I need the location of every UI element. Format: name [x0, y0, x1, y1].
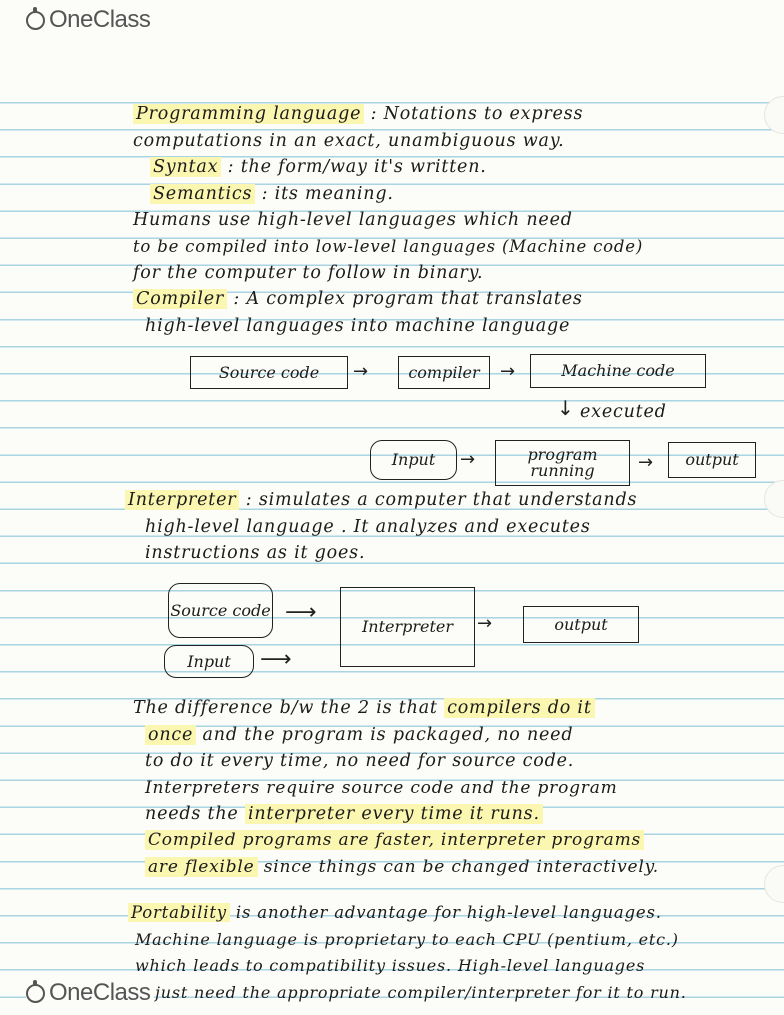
note-line: just need the appropriate compiler/interpreter for it to run. — [155, 983, 687, 1002]
highlight: Compiler — [133, 289, 227, 309]
logo-text: OneClass — [49, 979, 151, 1006]
logo-text: OneClass — [49, 6, 151, 33]
note-line — [145, 830, 644, 850]
note-line: Portability is another advantage for high-level languages. — [128, 903, 662, 922]
arrow-down-icon: ↓ — [557, 396, 574, 420]
highlight: compilers do it — [444, 698, 595, 718]
arrow-right-icon: → — [353, 361, 369, 382]
note-line: to be compiled into low-level languages (Machine code) — [133, 237, 644, 256]
note-line: high-level language . It analyzes and executes — [145, 517, 591, 537]
oneclass-icon — [26, 11, 45, 30]
note-line: Interpreter : simulates a computer that understands — [125, 490, 637, 510]
machine-code-box: Machine code — [530, 354, 706, 388]
note-line: Syntax : the form/way it's written. — [150, 157, 487, 177]
arrow-right-icon: → — [500, 361, 516, 382]
note-line: Machine language is proprietary to each CPU (pentium, etc.) — [135, 930, 679, 949]
input-box: Input — [164, 645, 254, 678]
output-box: output — [668, 442, 756, 478]
arrow-right-icon: → — [638, 452, 654, 473]
oneclass-logo-bottom — [26, 979, 154, 1007]
note-line: Programming language : Notations to express — [133, 104, 583, 124]
note-line: Semantics : its meaning. — [150, 184, 394, 204]
highlight: Portability — [128, 903, 230, 922]
source-code-box: Source code — [190, 356, 348, 389]
oneclass-icon — [26, 984, 45, 1003]
highlight: Interpreter — [125, 490, 239, 510]
highlight: Semantics — [150, 184, 255, 204]
note-line: once and the program is packaged, no need — [145, 725, 573, 745]
note-line: needs the interpreter every time it runs. — [145, 804, 543, 824]
arrow-right-icon: ⟶ — [260, 647, 292, 672]
note-line: are flexible since things can be changed interactively. — [145, 857, 659, 877]
program-running-box: program running — [495, 440, 630, 486]
highlight: interpreter every time it runs. — [245, 804, 543, 824]
arrow-right-icon: → — [477, 613, 493, 634]
highlight: Compiled programs are faster, interpreter programs — [145, 830, 644, 850]
note-line: high-level languages into machine language — [145, 316, 571, 336]
oneclass-logo-top — [26, 6, 150, 34]
note-line: The difference b/w the 2 is that compilers do it — [133, 698, 595, 718]
note-line: Humans use high-level languages which need — [133, 210, 573, 230]
output-box: output — [523, 606, 639, 643]
highlight: once — [145, 725, 196, 745]
interpreter-box: Interpreter — [340, 587, 475, 667]
note-line: computations in an exact, unambiguous way. — [133, 131, 565, 151]
note-line: to do it every time, no need for source code. — [145, 751, 575, 771]
note-line: which leads to compatibility issues. High-level languages — [135, 956, 646, 975]
compiler-box: compiler — [398, 356, 490, 389]
highlight: are flexible — [145, 857, 258, 877]
note-line: Compiler : A complex program that translates — [133, 289, 583, 309]
note-line: Interpreters require source code and the program — [145, 778, 618, 798]
arrow-right-icon: ⟶ — [285, 600, 317, 625]
note-line: for the computer to follow in binary. — [133, 263, 484, 283]
highlight: Syntax — [150, 157, 221, 177]
arrow-right-icon: → — [460, 449, 476, 470]
input-box: Input — [370, 440, 457, 480]
source-code-box: Source code — [168, 583, 273, 638]
highlight: Programming language — [133, 104, 364, 124]
executed-label: executed — [580, 402, 667, 422]
note-line: instructions as it goes. — [145, 543, 366, 563]
